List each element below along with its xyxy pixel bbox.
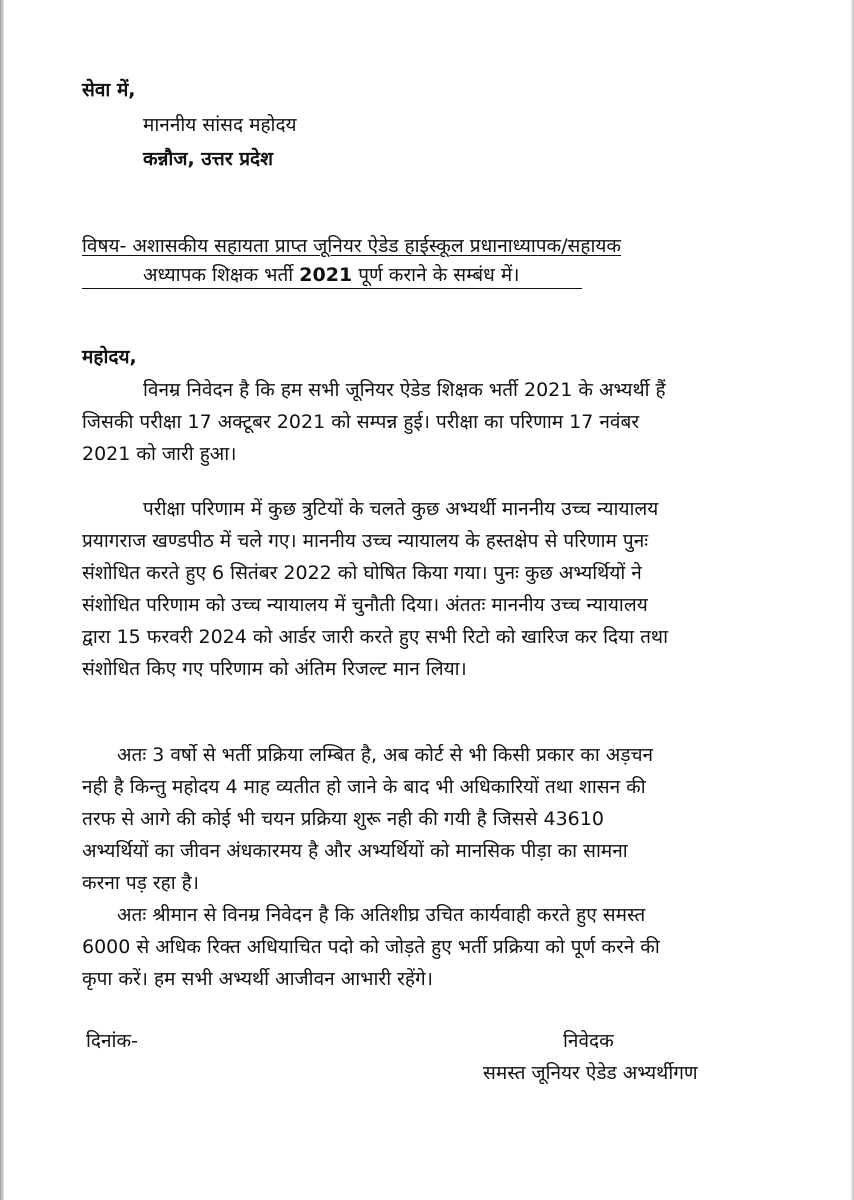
applicant-name: समस्त जूनियर ऐडेड अभ्यर्थीगण [483,1062,698,1084]
paragraph-2-line: संशोधित परिणाम को उच्च न्यायालय में चुनौती दिया। अंततः माननीय उच्च न्यायालय [82,594,648,616]
paragraph-4-line: 6000 से अधिक रिक्त अधियाचित पदो को जोड़ते हुए भर्ती प्रक्रिया को पूर्ण करने की [82,936,660,958]
paragraph-2-line: प्रयागराज खण्डपीठ में चले गए। माननीय उच्च न्यायालय के हस्तक्षेप से परिणाम पुनः [82,530,649,552]
paragraph-3-line: अतः 3 वर्षो से भर्ती प्रक्रिया लम्बित है, अब कोर्ट से भी किसी प्रकार का अड़चन [117,744,654,766]
paragraph-1-line: विनम्र निवेदन है कि हम सभी जूनियर ऐडेड शिक्षक भर्ती 2021 के अभ्यर्थी हैं [143,379,666,401]
greeting: महोदय, [82,346,137,368]
paragraph-4-line: कृपा करें। हम सभी अभ्यर्थी आजीवन आभारी रहेंगे। [82,968,433,990]
subject-line-2 [143,263,519,287]
paragraph-4-line: अतः श्रीमान से विनम्र निवेदन है कि अतिशीघ्र उचित कार्यवाही करते हुए समस्त [117,904,646,926]
paragraph-1-line: जिसकी परीक्षा 17 अक्टूबर 2021 को सम्पन्न हुई। परीक्षा का परिणाम 17 नवंबर [82,411,640,433]
paragraph-2-line: परीक्षा परिणाम में कुछ त्रुटियों के चलते कुछ अभ्यर्थी माननीय उच्च न्यायालय [143,498,659,520]
paragraph-3-line: नही है किन्तु महोदय 4 माह व्यतीत हो जाने के बाद भी अधिकारियों तथा शासन की [82,776,646,798]
paragraph-3-line: करना पड़ रहा है। [82,872,199,894]
paragraph-3-line: अभ्यर्थियों का जीवन अंधकारमय है और अभ्यर्थियों को मानसिक पीड़ा का सामना [82,840,628,862]
paragraph-1-line: 2021 को जारी हुआ। [82,443,237,465]
recipient-place: कन्नौज, उत्तर प्रदेश [143,148,274,170]
subject-line-2-text: अध्यापक शिक्षक भर्ती [143,264,300,286]
subject-year: 2021 [299,264,353,286]
page-edge-left [0,0,4,1200]
date-label: दिनांक- [86,1030,138,1052]
subject-underline [82,288,582,289]
paragraph-2-line: संशोधित किए गए परिणाम को अंतिम रिजल्ट मान लिया। [82,658,467,680]
paragraph-2-line: संशोधित करते हुए 6 सितंबर 2022 को घोषित किया गया। पुनः कुछ अभ्यर्थियों ने [82,562,642,584]
applicant-label: निवेदक [563,1030,614,1052]
paragraph-2-line: द्वारा 15 फरवरी 2024 को आर्डर जारी करते हुए सभी रिटो को खारिज कर दिया तथा [82,626,668,648]
paragraph-3-line: तरफ से आगे की कोई भी चयन प्रक्रिया शुरू नही की गयी है जिससे 43610 [82,808,604,830]
subject-line-1: विषय- अशासकीय सहायता प्राप्त जूनियर ऐडेड हाईस्कूल प्रधानाध्यापक/सहायक [82,235,622,257]
salutation-sewa-mein: सेवा में, [82,79,136,101]
recipient-title: माननीय सांसद महोदय [143,114,297,136]
subject-line-2-end: पूर्ण कराने के सम्बंध में। [352,264,520,286]
